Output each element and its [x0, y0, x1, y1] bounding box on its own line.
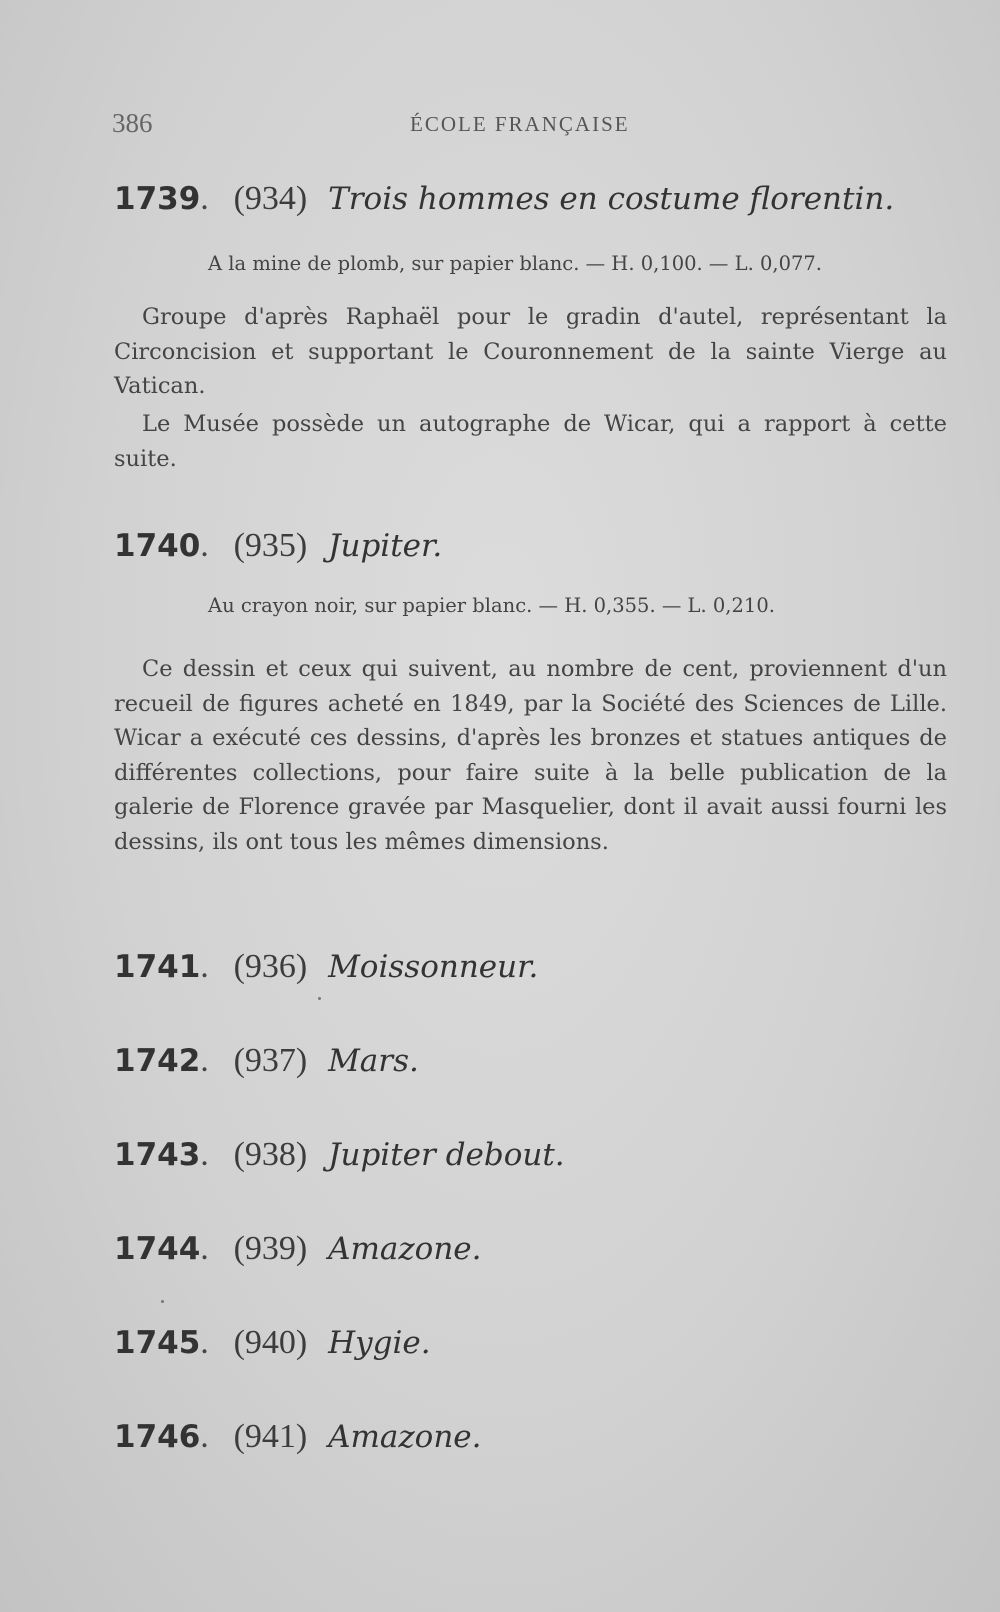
paragraph-text: Le Musée possède un autographe de Wicar, qui a rapport à cette suite.	[114, 411, 947, 472]
paragraph-text: Groupe d'après Raphaël pour le gradin d'autel, représentant la Circoncision et supportant le Couronnement de la sainte Vierge au Vatican.	[114, 304, 947, 399]
artwork-title: Moissonneur.	[328, 949, 539, 985]
catalog-number: (936)	[233, 948, 308, 985]
page-number: 386	[112, 108, 153, 138]
entry-1740-description	[114, 652, 947, 859]
entry-1744-heading: 1744. (939) Amazone.	[114, 1230, 482, 1267]
entry-1739-description-2	[114, 407, 947, 476]
paper-speck	[318, 997, 321, 1000]
entry-1739-description-1	[114, 300, 947, 404]
entry-1745-heading: 1745. (940) Hygie.	[114, 1324, 431, 1361]
paper-speck	[161, 1300, 164, 1303]
running-title: ÉCOLE FRANÇAISE	[410, 112, 630, 136]
entry-number: 1739	[114, 181, 201, 217]
entry-number: 1741	[114, 949, 201, 985]
entry-number: 1745	[114, 1325, 201, 1361]
entry-1739-heading: 1739. (934) Trois hommes en costume florentin.	[114, 180, 895, 217]
entry-1739-medium: A la mine de plomb, sur papier blanc. — H. 0,100. — L. 0,077.	[208, 252, 823, 275]
artwork-title: Amazone.	[328, 1231, 482, 1267]
entry-number: 1743	[114, 1137, 201, 1173]
page-header	[112, 108, 920, 148]
catalog-number: (935)	[233, 527, 308, 564]
entry-1741-heading: 1741. (936) Moissonneur.	[114, 948, 539, 985]
catalog-number: (934)	[233, 180, 308, 217]
artwork-title: Trois hommes en costume florentin.	[328, 181, 895, 217]
catalog-number: (939)	[233, 1230, 308, 1267]
artwork-title: Mars.	[328, 1043, 419, 1079]
artwork-title: Jupiter debout.	[328, 1137, 565, 1173]
artwork-title: Hygie.	[328, 1325, 431, 1361]
paragraph-text: Ce dessin et ceux qui suivent, au nombre de cent, proviennent d'un recueil de figures acheté en 1849, par la Société des Sciences de Lille. Wicar a exécuté ces dessins, d'après les bronzes et statues antiques de différentes collections, pour faire suite à la belle publication de la galerie de Florence gravée par Masquelier, dont il avait aussi fourni les dessins, ils ont tous les mêmes dimensions.	[114, 656, 947, 855]
catalog-number: (937)	[233, 1042, 308, 1079]
entry-number: 1740	[114, 528, 201, 564]
catalog-number: (938)	[233, 1136, 308, 1173]
entry-1740-medium: Au crayon noir, sur papier blanc. — H. 0,355. — L. 0,210.	[208, 594, 775, 617]
artwork-title: Amazone.	[328, 1419, 482, 1455]
entry-number: 1742	[114, 1043, 201, 1079]
entry-number: 1746	[114, 1419, 201, 1455]
entry-1740-heading: 1740. (935) Jupiter.	[114, 527, 443, 564]
entry-1743-heading: 1743. (938) Jupiter debout.	[114, 1136, 565, 1173]
catalog-number: (940)	[233, 1324, 308, 1361]
artwork-title: Jupiter.	[328, 528, 443, 564]
entry-1746-heading: 1746. (941) Amazone.	[114, 1418, 482, 1455]
entry-1742-heading: 1742. (937) Mars.	[114, 1042, 419, 1079]
entry-number: 1744	[114, 1231, 201, 1267]
catalog-number: (941)	[233, 1418, 308, 1455]
